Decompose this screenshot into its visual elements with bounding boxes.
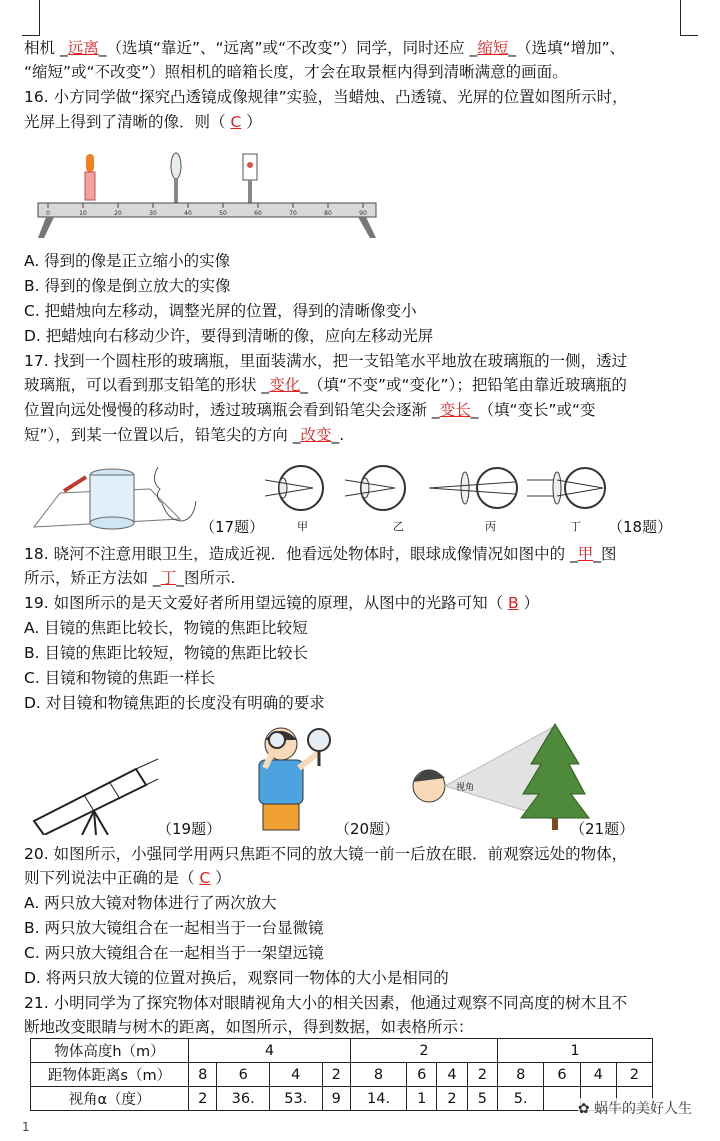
caption-19: （19题）	[157, 820, 222, 838]
viewing-angle-data-table	[30, 1038, 653, 1111]
boy-magnifiers-figure	[235, 722, 335, 834]
q20-option-a: A. 两只放大镜对物体进行了两次放大	[24, 894, 277, 912]
eye-diagram-yi	[345, 466, 405, 510]
far-magnifier	[308, 729, 330, 751]
bottle-pencil-figure	[30, 455, 205, 535]
table-row-label: 距物体距离s（m）	[31, 1063, 189, 1087]
q19-answer: B	[508, 594, 519, 612]
table-cell	[544, 1087, 580, 1111]
eye-label-jia: 甲	[297, 520, 308, 533]
table-cell: 4	[269, 1063, 322, 1087]
q16-stem-line1: 16. 小方同学做“探究凸透镜成像规律”实验，当蜡烛、凸透镜、光屏的位置如图所示时，	[24, 88, 628, 106]
ruler-tick-label: 60	[254, 210, 262, 217]
table-cell: 2	[189, 1087, 217, 1111]
q19-option-a: A. 目镜的焦距比较长，物镜的焦距比较短	[24, 619, 308, 637]
q16-option-c: C. 把蜡烛向左移动，调整光屏的位置，得到的清晰像变小	[24, 302, 417, 320]
ruler-tick-label: 10	[79, 210, 87, 217]
q19-option-c: C. 目镜和物镜的焦距一样长	[24, 669, 216, 687]
table-row-label: 物体高度h（m）	[31, 1039, 189, 1063]
viewing-angle-label: 视角	[456, 783, 475, 793]
q20-stem-line1: 20. 如图所示，小强同学用两只焦距不同的放大镜一前一后放在眼．前观察远处的物体，	[24, 845, 628, 863]
q15-line2: “缩短”或“不改变”）照相机的暗箱长度，才会在取景框内得到清晰满意的画面。	[24, 63, 568, 81]
convex-lens	[171, 153, 181, 179]
table-cell: 5	[467, 1087, 497, 1111]
q16-answer: C	[230, 113, 242, 131]
table-cell: 4	[189, 1039, 351, 1063]
q20-answer: C	[199, 869, 211, 887]
q15-answer-2: 缩短	[477, 39, 509, 57]
table-cell: 8	[498, 1063, 544, 1087]
wechat-icon: ✿	[577, 1101, 590, 1117]
q20-stem-line2: 则下列说法中正确的是（ C ）	[24, 869, 231, 887]
q17-answer-1: 变化	[269, 376, 301, 394]
ruler-tick-label: 40	[184, 210, 192, 217]
q18-answer-1: 甲	[577, 545, 594, 563]
table-row-angle	[31, 1087, 653, 1111]
q20-option-c: C. 两只放大镜组合在一起相当于一架望远镜	[24, 944, 324, 962]
q17-stem-line4: 短”），到某一位置以后，铅笔尖的方向 _改变_.	[24, 426, 345, 444]
q18-stem-line2: 所示，矫正方法如 _丁_图所示.	[24, 569, 236, 587]
crop-mark-top-left	[22, 0, 40, 36]
q19-option-d: D. 对目镜和物镜焦距的长度没有明确的要求	[24, 694, 325, 712]
table-cell: 14.	[351, 1087, 407, 1111]
q15-answer-1: 远离	[67, 39, 99, 57]
q17-stem-line1: 17. 找到一个圆柱形的玻璃瓶，里面装满水，把一支铅笔水平地放在玻璃瓶的一侧，透过	[24, 352, 628, 370]
pencil	[64, 477, 86, 491]
table-cell: 8	[189, 1063, 217, 1087]
near-magnifier	[269, 732, 285, 748]
table-cell: 2	[467, 1063, 497, 1087]
eye-diagram-bing	[429, 468, 517, 508]
q16-option-b: B. 得到的像是倒立放大的实像	[24, 277, 231, 295]
ruler-tick-label: 30	[149, 210, 157, 217]
q16-option-d: D. 把蜡烛向右移动少许，要得到清晰的像，应向左移动光屏	[24, 327, 434, 345]
viewing-angle-figure	[405, 722, 595, 832]
table-cell: 1	[407, 1087, 437, 1111]
ruler-tick-label: 50	[219, 210, 227, 217]
table-cell: 6	[217, 1063, 270, 1087]
table-cell: 2	[616, 1063, 652, 1087]
q17-stem-line2: 玻璃瓶，可以看到那支铅笔的形状 _变化_（填“不变”或“变化”）；把铅笔由靠近玻璃瓶的	[24, 376, 627, 394]
q17-answer-2: 变长	[439, 401, 471, 419]
candle-flame	[86, 154, 94, 172]
table-cell: 6	[407, 1063, 437, 1087]
caption-18: （18题）	[608, 518, 673, 536]
candle	[85, 172, 95, 200]
table-cell: 5.	[498, 1087, 544, 1111]
observer-face	[154, 467, 196, 521]
q19-stem: 19. 如图所示的是天文爱好者所用望远镜的原理，从图中的光路可知（ B ）	[24, 594, 540, 612]
table-cell: 8	[351, 1063, 407, 1087]
ruler-tick-label: 20	[114, 210, 122, 217]
q16-stem-line2: 光屏上得到了清晰的像．则（ C ）	[24, 113, 262, 131]
q16-option-a: A. 得到的像是正立缩小的实像	[24, 252, 231, 270]
table-cell: 4	[437, 1063, 467, 1087]
ruler-tick-label: 70	[289, 210, 297, 217]
eye-label-yi: 乙	[393, 520, 404, 533]
q18-stem-line1: 18. 晓河不注意用眼卫生，造成近视．他看远处物体时，眼球成像情况如图中的 _甲_图	[24, 545, 617, 563]
q18-answer-2: 丁	[160, 569, 177, 587]
table-row-height	[31, 1039, 653, 1063]
table-cell: 2	[351, 1039, 498, 1063]
watermark: ✿ 蜗牛的美好人生	[578, 1098, 692, 1118]
table-cell: 4	[580, 1063, 616, 1087]
ruler-tick-label: 80	[324, 210, 332, 217]
table-row-label: 视角α（度）	[31, 1087, 189, 1111]
eye-diagrams-figure	[265, 462, 615, 518]
eye-label-ding: 丁	[570, 520, 581, 533]
table-cell: 6	[544, 1063, 580, 1087]
q21-stem-line2: 断地改变眼睛与树木的距离，如图所示，得到数据，如表格所示：	[24, 1018, 474, 1036]
telescope-figure	[24, 755, 159, 835]
optical-bench-figure	[36, 150, 381, 240]
ruler-tick-label: 90	[359, 210, 367, 217]
crop-mark-top-right	[680, 0, 698, 36]
q15-line1: 相机 _远离_（选填“靠近”、“远离”或“不改变”）同学，同时还应 _缩短_（选填“增加”、	[24, 39, 626, 57]
eye-diagram-jia	[265, 466, 323, 510]
water-bottle	[90, 475, 134, 523]
table-cell: 53.	[269, 1087, 322, 1111]
q17-stem-line3: 位置向远处慢慢的移动时，透过玻璃瓶会看到铅笔尖会逐渐 _变长_（填“变长”或“变	[24, 401, 596, 419]
telescope-tube	[34, 769, 146, 835]
caption-17: （17题）	[200, 518, 265, 536]
q19-option-b: B. 目镜的焦距比较短，物镜的焦距比较长	[24, 644, 308, 662]
table-row-distance	[31, 1063, 653, 1087]
table-cell: 9	[322, 1087, 350, 1111]
q20-option-b: B. 两只放大镜组合在一起相当于一台显微镜	[24, 919, 324, 937]
table-cell: 2	[322, 1063, 350, 1087]
eye-label-bing: 丙	[485, 520, 496, 533]
ruler-tick-label: 0	[46, 210, 50, 217]
eye-diagram-ding	[527, 468, 605, 508]
page-number: 1	[22, 1120, 30, 1134]
table-cell: 2	[437, 1087, 467, 1111]
q20-option-d: D. 将两只放大镜的位置对换后，观察同一物体的大小是相同的	[24, 969, 449, 987]
q21-stem-line1: 21. 小明同学为了探究物体对眼睛视角大小的相关因素，他通过观察不同高度的树木且不	[24, 994, 628, 1012]
caption-20: （20题）	[335, 820, 400, 838]
caption-21: （21题）	[570, 820, 635, 838]
q17-answer-3: 改变	[300, 426, 332, 444]
table-cell: 36.	[217, 1087, 270, 1111]
table-cell: 1	[498, 1039, 653, 1063]
